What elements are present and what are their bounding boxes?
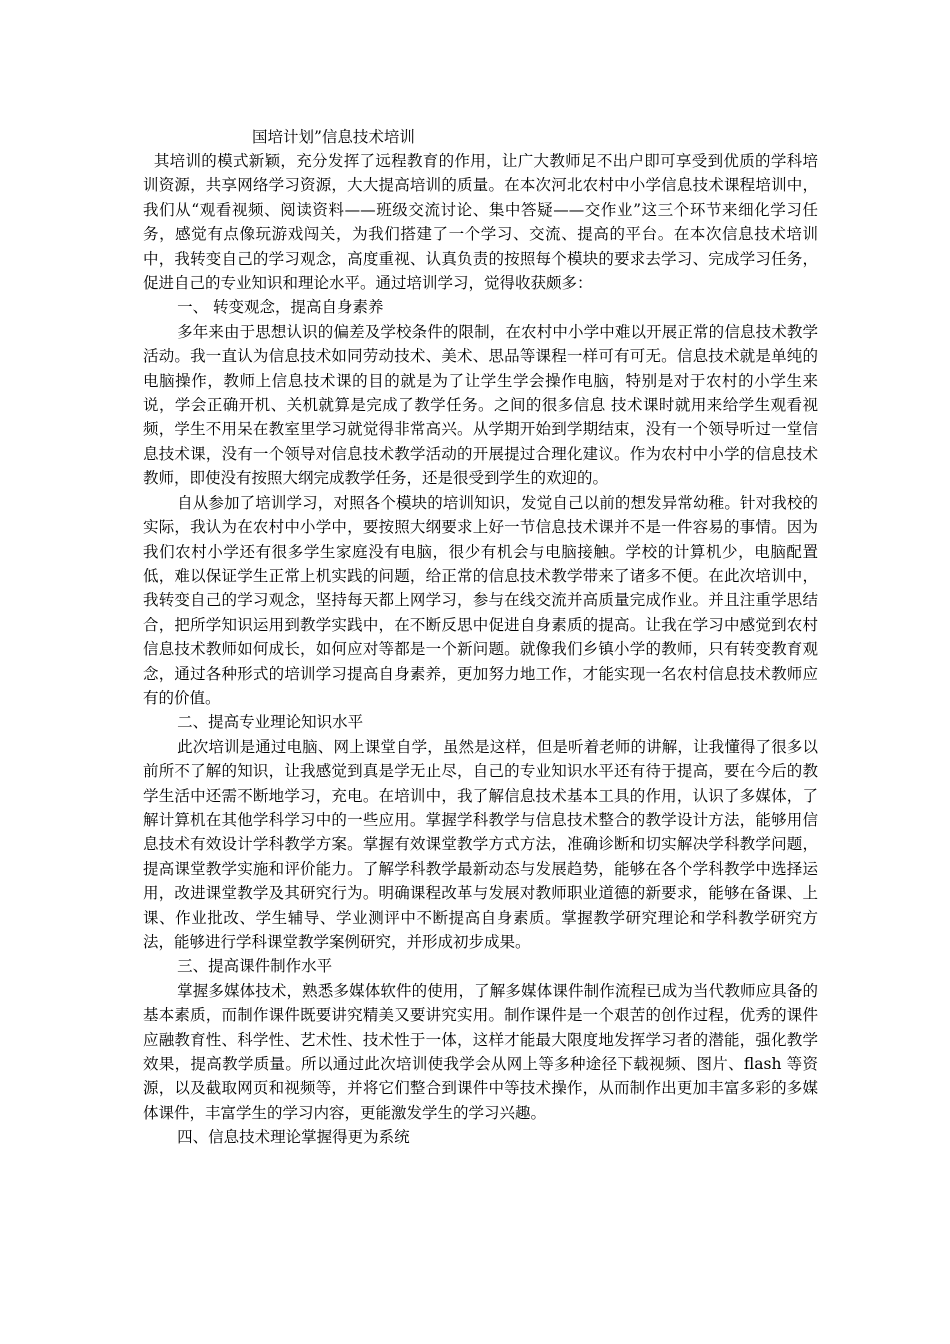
section-1-paragraph-2: 自从参加了培训学习，对照各个模块的培训知识，发觉自己以前的想发异常幼稚。针对我校的实际，我认为在农村中小学中，要按照大纲要求上好一节信息技术课并不是一件容易的事情。因为我们农村小学还有很多学生家庭没有电脑，很少有机会与电脑接触。学校的计算机少，电脑配置低，难以保证学生正常上机实践的问题，给正常的信息技术教学带来了诸多不便。在此次培训中，我转变自己的学习观念，坚持每天都上网学习，参与在线交流并高质量完成作业。并且注重学思结合，把所学知识运用到教学实践中，在不断反思中促进自身素质的提高。让我在学习中感觉到农村信息技术教师如何成长，如何应对等都是一个新问题。就像我们乡镇小学的教师，只有转变教育观念，通过各种形式的培训学习提高自身素养，更加努力地工作，才能实现一名农村信息技术教师应有的价值。 [143, 493, 818, 707]
section-4-heading: 四、信息技术理论掌握得更为系统 [177, 1128, 410, 1147]
section-3-heading: 三、提高课件制作水平 [177, 957, 333, 976]
intro-paragraph: 其培训的模式新颖，充分发挥了远程教育的作用，让广大教师足不出户即可享受到优质的学科培训资源，共享网络学习资源，大大提高培训的质量。在本次河北农村中小学信息技术课程培训中，我们从“观看视频、阅读资料——班级交流讨论、集中答疑——交作业”这三个环节来细化学习任务，感觉有点像玩游戏闯关，为我们搭建了一个学习、交流、提高的平台。在本次信息技术培训中，我转变自己的学习观念，高度重视、认真负责的按照每个模块的要求去学习、完成学习任务，促进自己的专业知识和理论水平。通过培训学习，觉得收获颇多： [143, 152, 818, 293]
section-3-paragraph-1: 掌握多媒体技术，熟悉多媒体软件的使用，了解多媒体课件制作流程已成为当代教师应具备的基本素质，而制作课件既要讲究精美又要讲究实用。制作课件是一个艰苦的创作过程，优秀的课件应融教育性、科学性、艺术性、技术性于一体，这样才能最大限度地发挥学习者的潜能，强化教学效果，提高教学质量。所以通过此次培训使我学会从网上等多种途径下载视频、图片、flash 等资源，以及截取网页和视频等，并将它们整合到课件中等技术操作，从而制作出更加丰富多彩的多媒体课件，丰富学生的学习内容，更能激发学生的学习兴趣。 [143, 981, 818, 1122]
document-body [143, 149, 818, 1150]
section-1-heading: 一、 转变观念，提高自身素养 [177, 298, 384, 317]
section-2-paragraph-1: 此次培训是通过电脑、网上课堂自学，虽然是这样，但是听着老师的讲解，让我懂得了很多以前所不了解的知识，让我感觉到真是学无止尽，自己的专业知识水平还有待于提高，要在今后的教学生活中还需不断地学习，充电。在培训中，我了解信息技术基本工具的作用，认识了多媒体，了解计算机在其他学科学习中的一些应用。掌握学科教学与信息技术整合的教学设计方法，能够用信息技术有效设计学科教学方案。掌握有效课堂教学方式方法，准确诊断和切实解决学科教学问题，提高课堂教学实施和评价能力。了解学科教学最新动态与发展趋势，能够在各个学科教学中选择运用，改进课堂教学及其研究行为。明确课程改革与发展对教师职业道德的新要求，能够在备课、上课、作业批改、学生辅导、学业测评中不断提高自身素质。掌握教学研究理论和学科教学研究方法，能够进行学科课堂教学案例研究，并形成初步成果。 [143, 737, 818, 951]
section-1-paragraph-1: 多年来由于思想认识的偏差及学校条件的限制，在农村中小学中难以开展正常的信息技术教学活动。我一直认为信息技术如同劳动技术、美术、思品等课程一样可有可无。信息技术就是单纯的电脑操作，教师上信息技术课的目的就是为了让学生学会操作电脑，特别是对于农村的小学生来说，学会正确开机、关机就算是完成了教学任务。之间的很多信息 技术课时就用来给学生观看视频，学生不用呆在教室里学习就觉得非常高兴。从学期开始到学期结束，没有一个领导听过一堂信息技术课，没有一个领导对信息技术教学活动的开展提过合理化建议。作为农村中小学的信息技术教师，即使没有按照大纲完成教学任务，还是很受到学生的欢迎的。 [143, 322, 818, 488]
section-2-heading: 二、提高专业理论知识水平 [177, 713, 364, 732]
document-title: 国培计划”信息技术培训 [252, 128, 415, 146]
